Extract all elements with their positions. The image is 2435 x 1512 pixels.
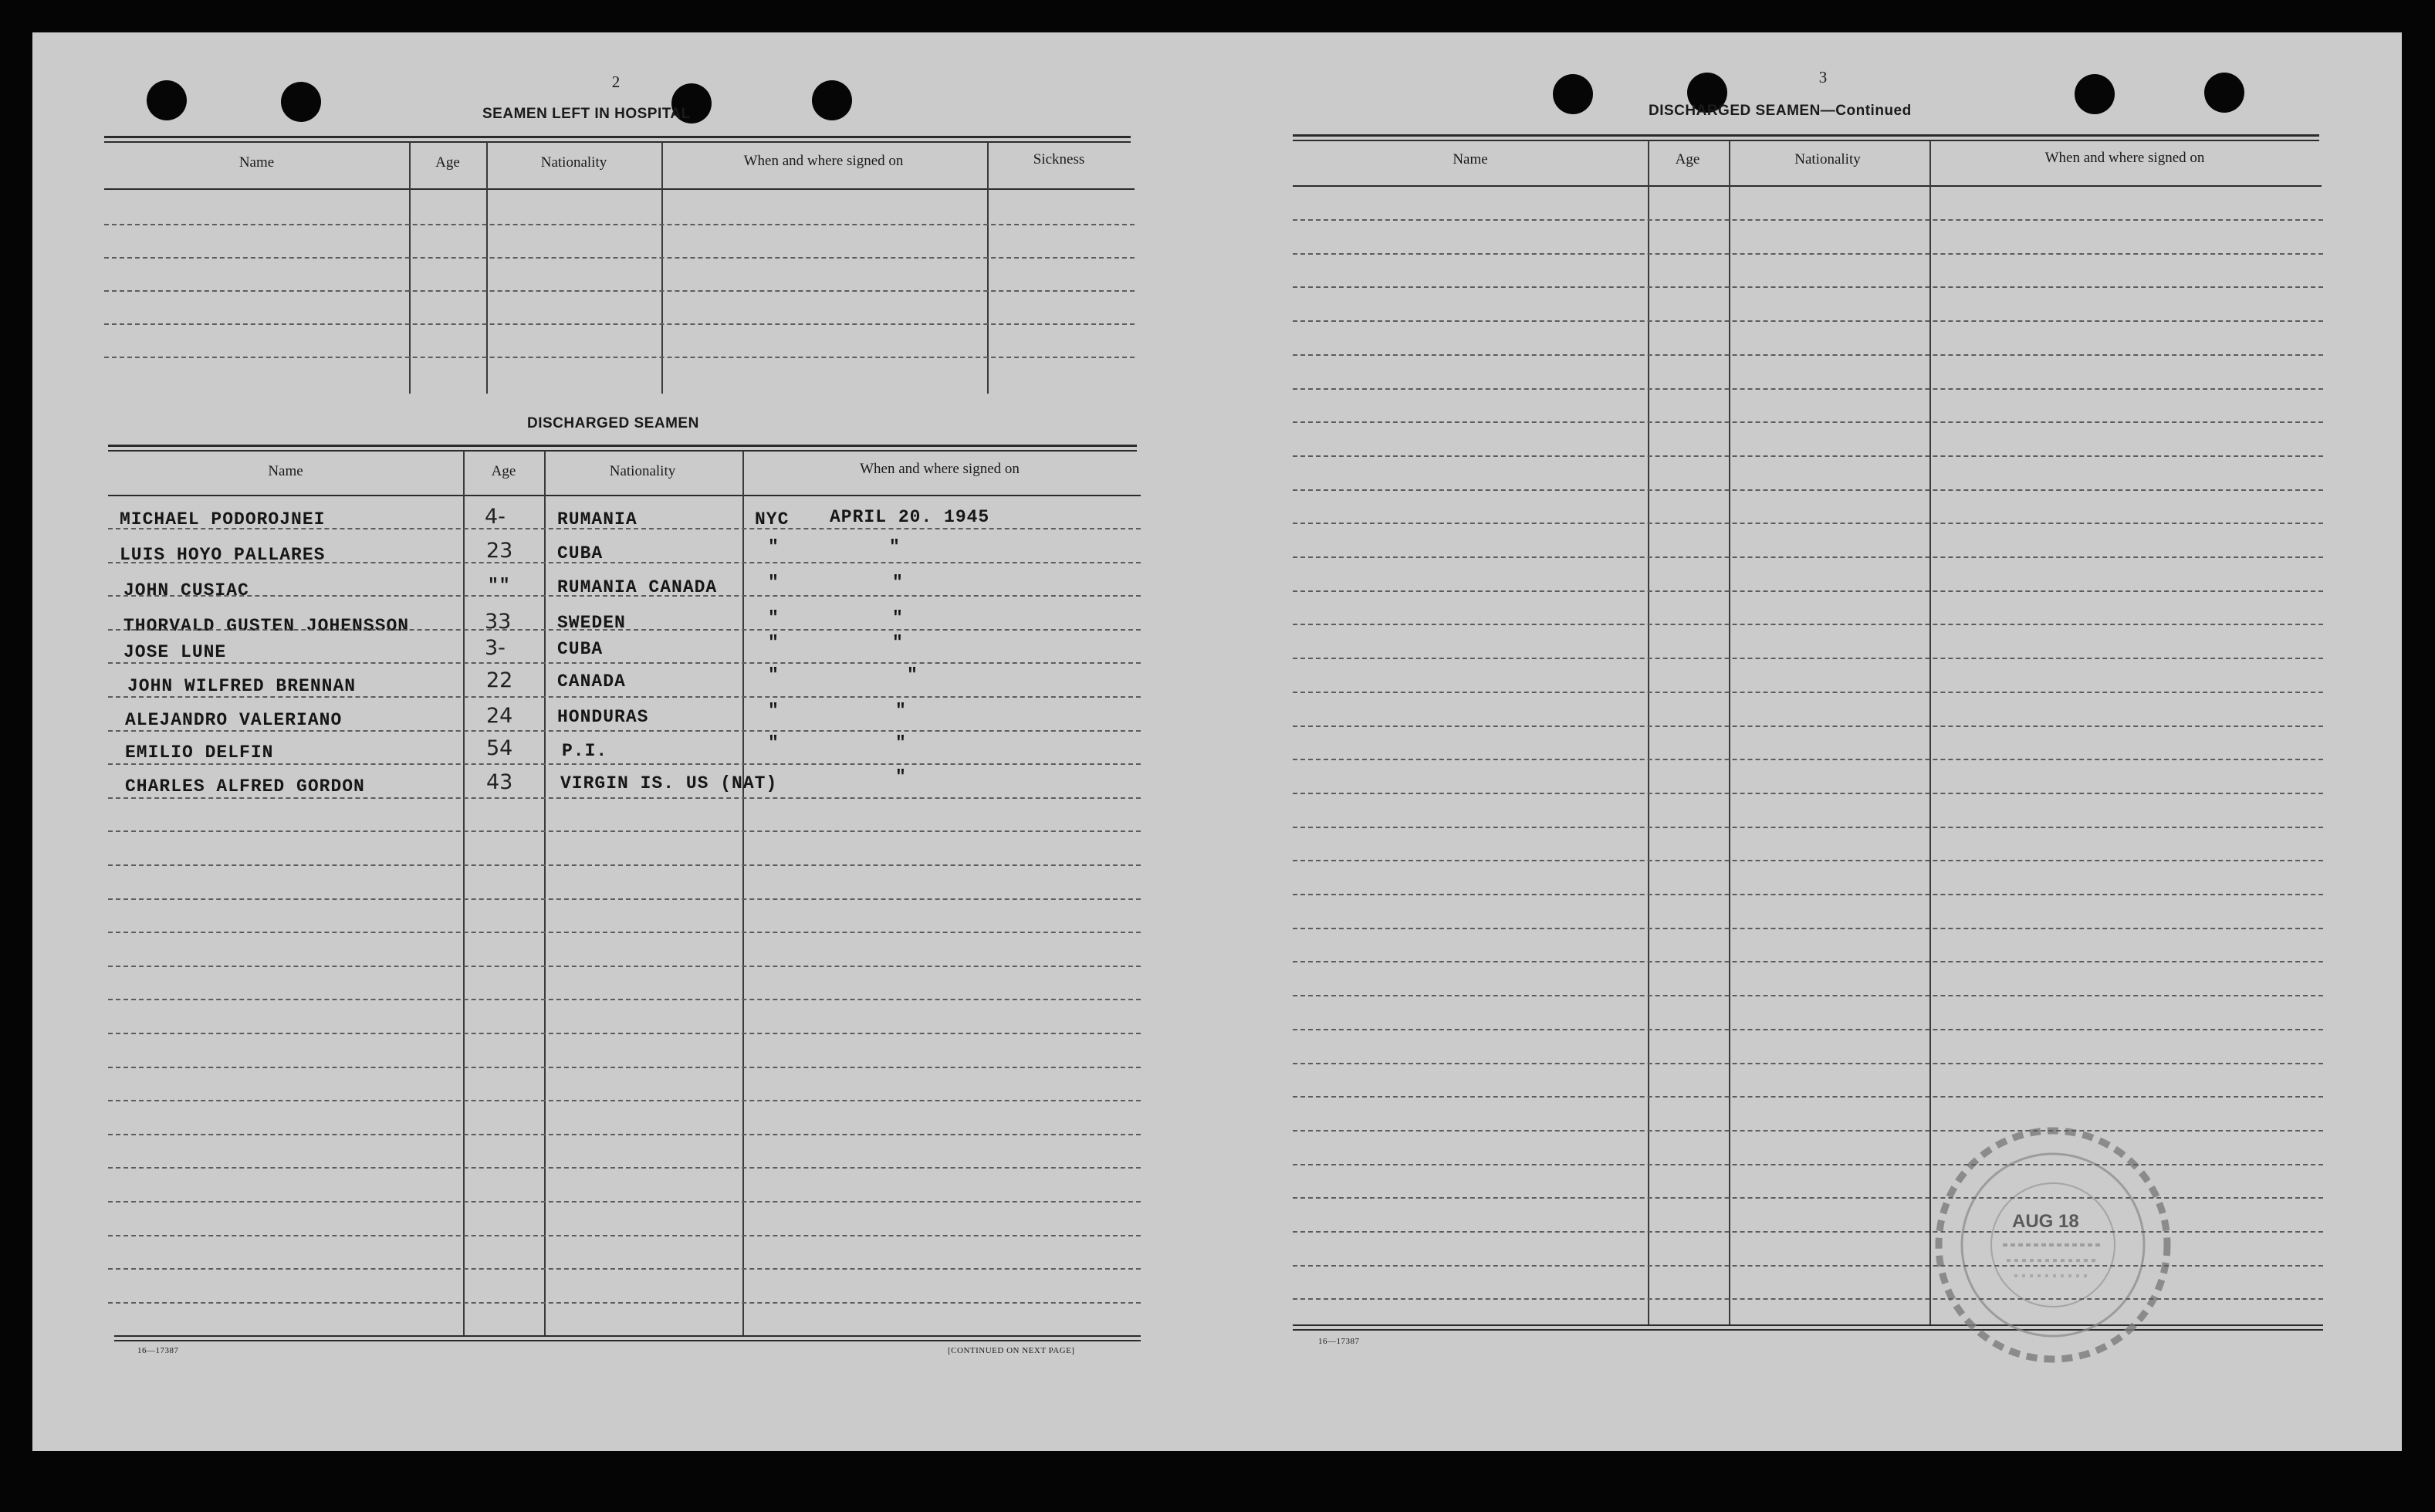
rule bbox=[104, 136, 1131, 138]
seaman-age: "" bbox=[488, 576, 511, 596]
dotted-row-line bbox=[1293, 354, 2323, 356]
column-divider bbox=[742, 451, 744, 1335]
dotted-row-line bbox=[1293, 1298, 2323, 1300]
seaman-nationality: SWEDEN bbox=[557, 613, 626, 633]
dotted-row-line bbox=[108, 629, 1141, 631]
dotted-row-line bbox=[1293, 286, 2323, 288]
signed-on-place: " bbox=[768, 537, 780, 557]
seaman-age: 54 bbox=[486, 736, 513, 760]
dotted-row-line bbox=[1293, 388, 2323, 390]
dotted-row-line bbox=[108, 1167, 1141, 1169]
continued-section-title: DISCHARGED SEAMEN—Continued bbox=[1649, 103, 1912, 119]
dotted-row-line bbox=[1293, 1197, 2323, 1199]
hospital-section-title: SEAMEN LEFT IN HOSPITAL bbox=[482, 106, 691, 122]
dotted-row-line bbox=[1293, 556, 2323, 558]
discharged-header-signed-on: When and where signed on bbox=[860, 461, 1020, 477]
signed-on-date: APRIL 20. 1945 bbox=[830, 507, 990, 527]
page-number: 3 bbox=[1818, 68, 1828, 86]
hospital-header-sickness: Sickness bbox=[1033, 151, 1085, 167]
signed-on-place: " bbox=[768, 573, 780, 593]
column-divider bbox=[463, 451, 465, 1335]
dotted-row-line bbox=[108, 1033, 1141, 1034]
discharged-header-name: Name bbox=[268, 463, 303, 479]
dotted-row-line bbox=[108, 864, 1141, 866]
seaman-nationality: CANADA bbox=[557, 671, 626, 692]
signed-on-place: " bbox=[768, 733, 780, 753]
dotted-row-line bbox=[1293, 793, 2323, 794]
dotted-row-line bbox=[1293, 219, 2323, 221]
continued-header-signed-on: When and where signed on bbox=[2044, 150, 2205, 166]
dotted-row-line bbox=[108, 1134, 1141, 1135]
dotted-row-line bbox=[1293, 1265, 2323, 1267]
signed-on-place: NYC bbox=[755, 509, 790, 529]
discharged-header-age: Age bbox=[491, 463, 516, 479]
dotted-row-line bbox=[108, 1100, 1141, 1101]
seaman-name: ALEJANDRO VALERIANO bbox=[125, 710, 343, 730]
rule bbox=[1293, 140, 2319, 141]
rule bbox=[104, 141, 1131, 143]
dotted-row-line bbox=[104, 357, 1135, 358]
rule bbox=[104, 188, 1135, 190]
dotted-row-line bbox=[1293, 894, 2323, 895]
dotted-row-line bbox=[1293, 759, 2323, 760]
continued-note: [CONTINUED ON NEXT PAGE] bbox=[948, 1346, 1075, 1355]
column-divider bbox=[544, 451, 546, 1335]
dotted-row-line bbox=[108, 696, 1141, 698]
form-number: 16—17387 bbox=[137, 1346, 179, 1355]
dotted-row-line bbox=[1293, 1130, 2323, 1131]
received-date-stamp bbox=[1926, 1118, 2180, 1372]
seaman-age: 24 bbox=[486, 704, 513, 728]
dotted-row-line bbox=[1293, 253, 2323, 255]
dotted-row-line bbox=[108, 830, 1141, 832]
signed-on-date: " bbox=[892, 633, 904, 653]
dotted-row-line bbox=[108, 595, 1141, 597]
dotted-row-line bbox=[108, 730, 1141, 732]
signed-on-place: " bbox=[768, 608, 780, 628]
page-number: 2 bbox=[611, 73, 621, 91]
rule bbox=[114, 1335, 1141, 1337]
column-divider bbox=[1648, 140, 1649, 1326]
dotted-row-line bbox=[108, 1201, 1141, 1202]
signed-on-date: " bbox=[907, 665, 918, 685]
discharged-section-title: DISCHARGED SEAMEN bbox=[527, 415, 699, 431]
seaman-age: 33 bbox=[485, 610, 512, 634]
dotted-row-line bbox=[108, 562, 1141, 563]
dotted-row-line bbox=[1293, 1096, 2323, 1098]
continued-header-age: Age bbox=[1675, 151, 1700, 167]
seaman-name: JOSE LUNE bbox=[123, 642, 227, 662]
dotted-row-line bbox=[1293, 455, 2323, 457]
dotted-row-line bbox=[108, 999, 1141, 1000]
signed-on-place: " bbox=[768, 665, 780, 685]
signed-on-place: " bbox=[768, 701, 780, 721]
dotted-row-line bbox=[1293, 590, 2323, 592]
seaman-nationality: P.I. bbox=[562, 741, 608, 761]
rule bbox=[108, 450, 1137, 452]
continued-header-nationality: Nationality bbox=[1794, 151, 1861, 167]
dotted-row-line bbox=[1293, 928, 2323, 929]
dotted-row-line bbox=[1293, 1164, 2323, 1165]
dotted-row-line bbox=[108, 763, 1141, 765]
continued-header-name: Name bbox=[1453, 151, 1488, 167]
seaman-name: JOHN CUSIAC bbox=[123, 580, 249, 600]
dotted-row-line bbox=[1293, 726, 2323, 727]
stamp-date-text: AUG 18 bbox=[2012, 1211, 2079, 1232]
hospital-header-nationality: Nationality bbox=[540, 154, 607, 171]
punch-hole bbox=[147, 80, 187, 120]
seaman-age: 3- bbox=[485, 636, 506, 660]
rule bbox=[108, 495, 1141, 496]
hospital-header-name: Name bbox=[238, 154, 275, 171]
dotted-row-line bbox=[1293, 624, 2323, 625]
seaman-age: 23 bbox=[486, 539, 513, 563]
dotted-row-line bbox=[1293, 1063, 2323, 1064]
seaman-nationality: RUMANIA bbox=[557, 509, 637, 529]
signed-on-date: " bbox=[895, 701, 907, 721]
signed-on-date: " bbox=[889, 537, 901, 557]
dotted-row-line bbox=[1293, 692, 2323, 693]
rule bbox=[1293, 185, 2322, 187]
dotted-row-line bbox=[1293, 827, 2323, 828]
dotted-row-line bbox=[1293, 489, 2323, 491]
dotted-row-line bbox=[104, 224, 1135, 225]
dotted-row-line bbox=[1293, 1231, 2323, 1233]
punch-hole bbox=[1553, 74, 1593, 114]
seaman-name: CHARLES ALFRED GORDON bbox=[125, 776, 365, 797]
seaman-age: 22 bbox=[486, 668, 513, 692]
dotted-row-line bbox=[1293, 320, 2323, 322]
signed-on-date: " bbox=[895, 767, 907, 787]
signed-on-date: " bbox=[895, 733, 907, 753]
signed-on-date: " bbox=[892, 608, 904, 628]
dotted-row-line bbox=[108, 1302, 1141, 1304]
dotted-row-line bbox=[108, 932, 1141, 933]
form-number: 16—17387 bbox=[1318, 1337, 1360, 1346]
seaman-age: 43 bbox=[486, 770, 513, 794]
seaman-age: 4- bbox=[485, 505, 506, 529]
rule bbox=[108, 445, 1137, 447]
punch-hole bbox=[812, 80, 852, 120]
dotted-row-line bbox=[104, 323, 1135, 325]
seaman-name: EMILIO DELFIN bbox=[125, 742, 274, 763]
signed-on-place: " bbox=[768, 633, 780, 653]
dotted-row-line bbox=[1293, 961, 2323, 962]
dotted-row-line bbox=[104, 290, 1135, 292]
punch-hole bbox=[2075, 74, 2115, 114]
rule bbox=[1293, 134, 2319, 137]
punch-hole bbox=[2204, 73, 2244, 113]
dotted-row-line bbox=[1293, 995, 2323, 996]
seaman-nationality: VIRGIN IS. US (NAT) bbox=[560, 773, 778, 793]
dotted-row-line bbox=[1293, 860, 2323, 861]
dotted-row-line bbox=[108, 797, 1141, 799]
dotted-row-line bbox=[1293, 658, 2323, 659]
dotted-row-line bbox=[108, 966, 1141, 967]
seaman-name: THORVALD GUSTEN JOHENSSON bbox=[123, 616, 410, 636]
dotted-row-line bbox=[108, 528, 1141, 529]
signed-on-date: " bbox=[892, 573, 904, 593]
seaman-name: LUIS HOYO PALLARES bbox=[120, 545, 326, 565]
dotted-row-line bbox=[108, 662, 1141, 664]
seaman-nationality: HONDURAS bbox=[557, 707, 649, 727]
seaman-nationality: CUBA bbox=[557, 543, 604, 563]
discharged-header-nationality: Nationality bbox=[609, 463, 676, 479]
hospital-header-signed-on: When and where signed on bbox=[743, 153, 904, 169]
dotted-row-line bbox=[108, 898, 1141, 900]
hospital-header-age: Age bbox=[435, 154, 460, 171]
dotted-row-line bbox=[108, 1235, 1141, 1236]
dotted-row-line bbox=[108, 1268, 1141, 1270]
rule bbox=[114, 1340, 1141, 1341]
dotted-row-line bbox=[1293, 421, 2323, 423]
seaman-nationality: RUMANIA CANADA bbox=[557, 577, 718, 597]
punch-hole bbox=[281, 82, 321, 122]
dotted-row-line bbox=[1293, 523, 2323, 524]
dotted-row-line bbox=[108, 1067, 1141, 1068]
seaman-name: MICHAEL PODOROJNEI bbox=[120, 509, 326, 529]
column-divider bbox=[1729, 140, 1730, 1326]
dotted-row-line bbox=[104, 257, 1135, 259]
seaman-name: JOHN WILFRED BRENNAN bbox=[127, 676, 357, 696]
dotted-row-line bbox=[1293, 1029, 2323, 1030]
seaman-nationality: CUBA bbox=[557, 639, 604, 659]
